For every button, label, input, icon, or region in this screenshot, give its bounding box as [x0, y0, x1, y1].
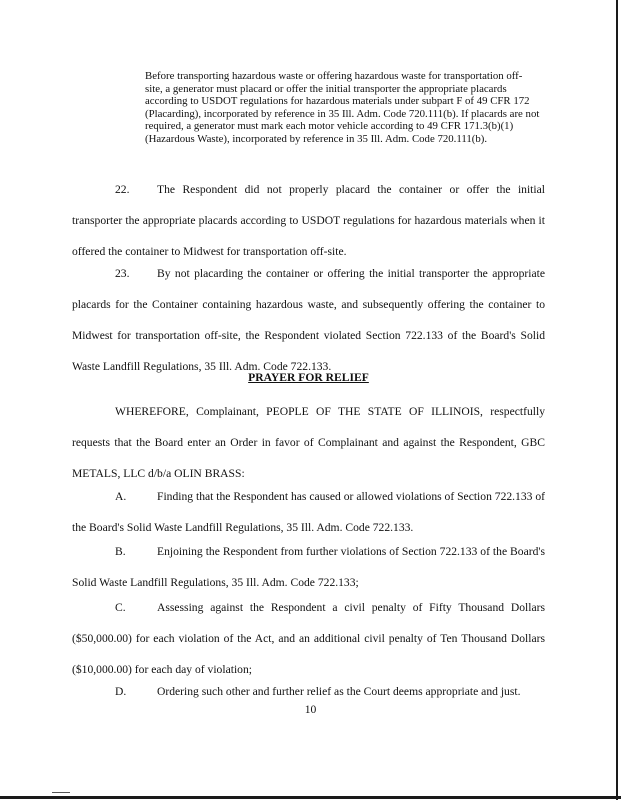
relief-item-c	[72, 592, 545, 685]
relief-text: Assessing against the Respondent a civil penalty of Fifty Thousand Dollars ($50,000.00) for each violation of the Act, and an additional civil penalty of Ten Thousand Dollars ($10,000.00) for each day of violation;	[72, 601, 545, 676]
relief-letter: C.	[115, 601, 126, 614]
prayer-heading: PRAYER FOR RELIEF	[248, 371, 369, 384]
relief-item-a	[72, 481, 545, 543]
relief-text: Ordering such other and further relief as the Court deems appropriate and just.	[157, 685, 521, 698]
prayer-intro: WHEREFORE, Complainant, PEOPLE OF THE STATE OF ILLINOIS, respectfully requests that the Board enter an Order in favor of Complainant and against the Respondent, GBC METALS, LLC d/b/a OLIN BRASS:	[72, 405, 545, 480]
scan-mark	[52, 792, 70, 793]
relief-letter: D.	[115, 685, 127, 698]
paragraph-number: 23.	[115, 267, 130, 280]
relief-letter: A.	[115, 490, 127, 503]
page-number: 10	[304, 703, 317, 716]
block-quote: Before transporting hazardous waste or offering hazardous waste for transportation off-site, a generator must placard or offer the initial transporter the appropriate placards according to USDOT regulations for hazardous materials under subpart F of 49 CFR 172 (Placarding), incorporated by reference in 35 Ill. Adm. Code 720.111(b). If placards are not required, a generator must mark each motor vehicle according to 49 CFR 171.3(b)(1) (Hazardous Waste), incorporated by reference in 35 Ill. Adm. Code 720.111(b).	[145, 70, 540, 145]
scan-edge-right	[616, 0, 618, 800]
scan-edge-bottom	[0, 796, 621, 799]
paragraph-23	[72, 258, 545, 382]
relief-item-b	[72, 536, 545, 598]
paragraph-text: The Respondent did not properly placard the container or offer the initial transporter the appropriate placards according to USDOT regulations for hazardous materials when it offered the container to Midwest for transportation off-site.	[72, 183, 545, 258]
relief-text: Finding that the Respondent has caused or allowed violations of Section 722.133 of the Board's Solid Waste Landfill Regulations, 35 Ill. Adm. Code 722.133.	[72, 490, 546, 534]
paragraph-text: By not placarding the container or offering the initial transporter the appropriate placards for the Container containing hazardous waste, and subsequently offering the container to Midwest for transportation off-site, the Respondent violated Section 722.133 of the Board's Solid Waste Landfill Regulations, 35 Ill. Adm. Code 722.133.	[72, 267, 545, 373]
paragraph-number: 22.	[115, 183, 130, 196]
paragraph-22	[72, 174, 545, 267]
relief-text: Enjoining the Respondent from further violations of Section 722.133 of the Board's Solid Waste Landfill Regulations, 35 Ill. Adm. Code 722.133;	[72, 545, 545, 589]
relief-letter: B.	[115, 545, 126, 558]
